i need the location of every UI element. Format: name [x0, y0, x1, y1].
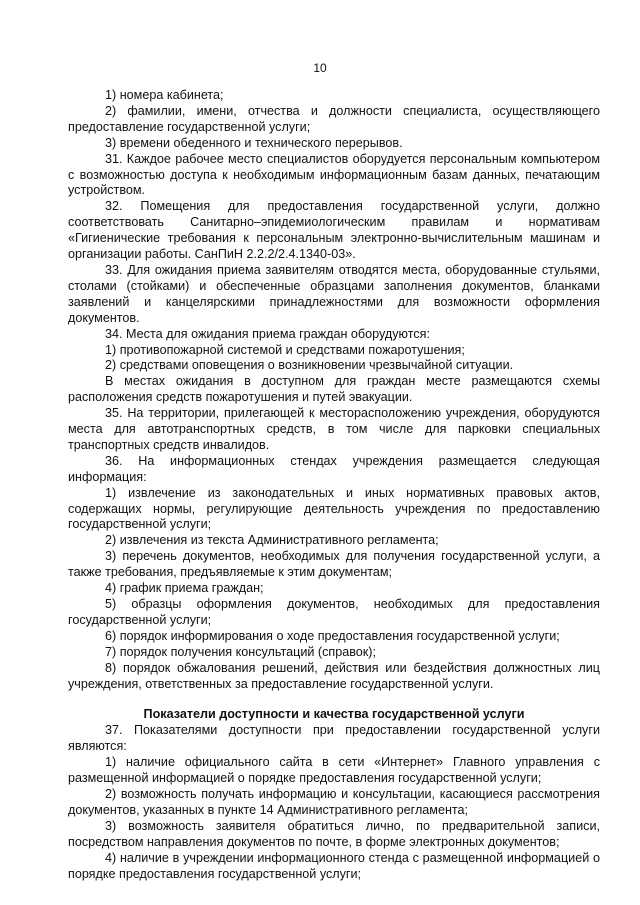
paragraph: 1) извлечение из законодательных и иных нормативных правовых актов, содержащих нормы, регулирующие деятельность учреждения по предоставлению государственной услуги; [68, 485, 600, 532]
paragraph: 34. Места для ожидания приема граждан оборудуются: [105, 326, 430, 341]
paragraph: 2) фамилии, имени, отчества и должности специалиста, осуществляющего предоставление государственной услуги; [68, 103, 600, 134]
paragraph: В местах ожидания в доступном для граждан месте размещаются схемы расположения средств пожаротушения и путей эвакуации. [68, 374, 600, 405]
paragraph: 35. На территории, прилегающей к месторасположению учреждения, оборудуются места для автотранспортных средств, в том числе для парковки специальных транспортных средств инвалидов. [68, 406, 600, 452]
paragraph: 5) образцы оформления документов, необходимых для предоставления государственной услуги; [68, 597, 600, 627]
section-heading: Показатели доступности и качества государственной услуги [143, 707, 525, 722]
paragraph: 2) средствами оповещения о возникновении чрезвычайной ситуации. [105, 358, 514, 373]
paragraphs-before-heading [68, 88, 600, 692]
paragraph: 3) возможность заявителя обратиться лично, по предварительной записи, посредством направления документов по почте, в форме электронных документов; [68, 818, 600, 849]
paragraph: 4) наличие в учреждении информационного стенда с размещенной информацией о порядке предоставления государственной услуги; [68, 850, 600, 881]
paragraph: 7) порядок получения консультаций (справок); [105, 644, 376, 659]
paragraph: 37. Показателями доступности при предоставлении государственной услуги являются: [68, 723, 600, 754]
document-body [68, 88, 600, 883]
paragraph: 3) времени обеденного и технического перерывов. [105, 135, 403, 150]
paragraph: 4) график приема граждан; [105, 581, 264, 596]
paragraph: 2) возможность получать информацию и консультации, касающиеся рассмотрения документов, указанных в пункте 14 Административного регламента; [68, 787, 600, 817]
paragraph: 2) извлечения из текста Административного регламента; [105, 533, 439, 548]
paragraph: 8) порядок обжалования решений, действия или бездействия должностных лиц учреждения, ответственных за предоставление государственной услуги. [68, 660, 600, 691]
paragraph: 31. Каждое рабочее место специалистов оборудуется персональным компьютером с возможностью доступа к необходимым информационным базам данных, печатающим устройством. [68, 151, 600, 198]
paragraph: 6) порядок информирования о ходе предоставления государственной услуги; [105, 628, 560, 643]
paragraph: 33. Для ожидания приема заявителям отводятся места, оборудованные стульями, столами (стойками) и обеспеченные образцами заполнения документов, бланками заявлений и канцелярскими принадлежностями для возможности оформления документов. [68, 262, 600, 325]
paragraph: 3) перечень документов, необходимых для получения государственной услуги, а также требования, предъявляемые к этим документам; [68, 549, 600, 580]
page-number: 10 [313, 61, 327, 75]
paragraph: 1) противопожарной системой и средствами пожаротушения; [105, 342, 465, 357]
paragraph: 36. На информационных стендах учреждения размещается следующая информация: [68, 453, 600, 484]
paragraphs-after-heading [68, 723, 600, 882]
paragraph: 1) наличие официального сайта в сети «Интернет» Главного управления с размещенной информацией о порядке предоставления государственной услуги; [68, 755, 600, 786]
paragraph: 1) номера кабинета; [105, 88, 224, 102]
paragraph: 32. Помещения для предоставления государственной услуги, должно соответствовать Санитарно–эпидемиологическим правилам и нормативам «Гигиенические требования к персональным электронно-вычислительным машинам и организации работы. СанПиН 2.2.2/2.4.1340-03». [68, 199, 600, 262]
